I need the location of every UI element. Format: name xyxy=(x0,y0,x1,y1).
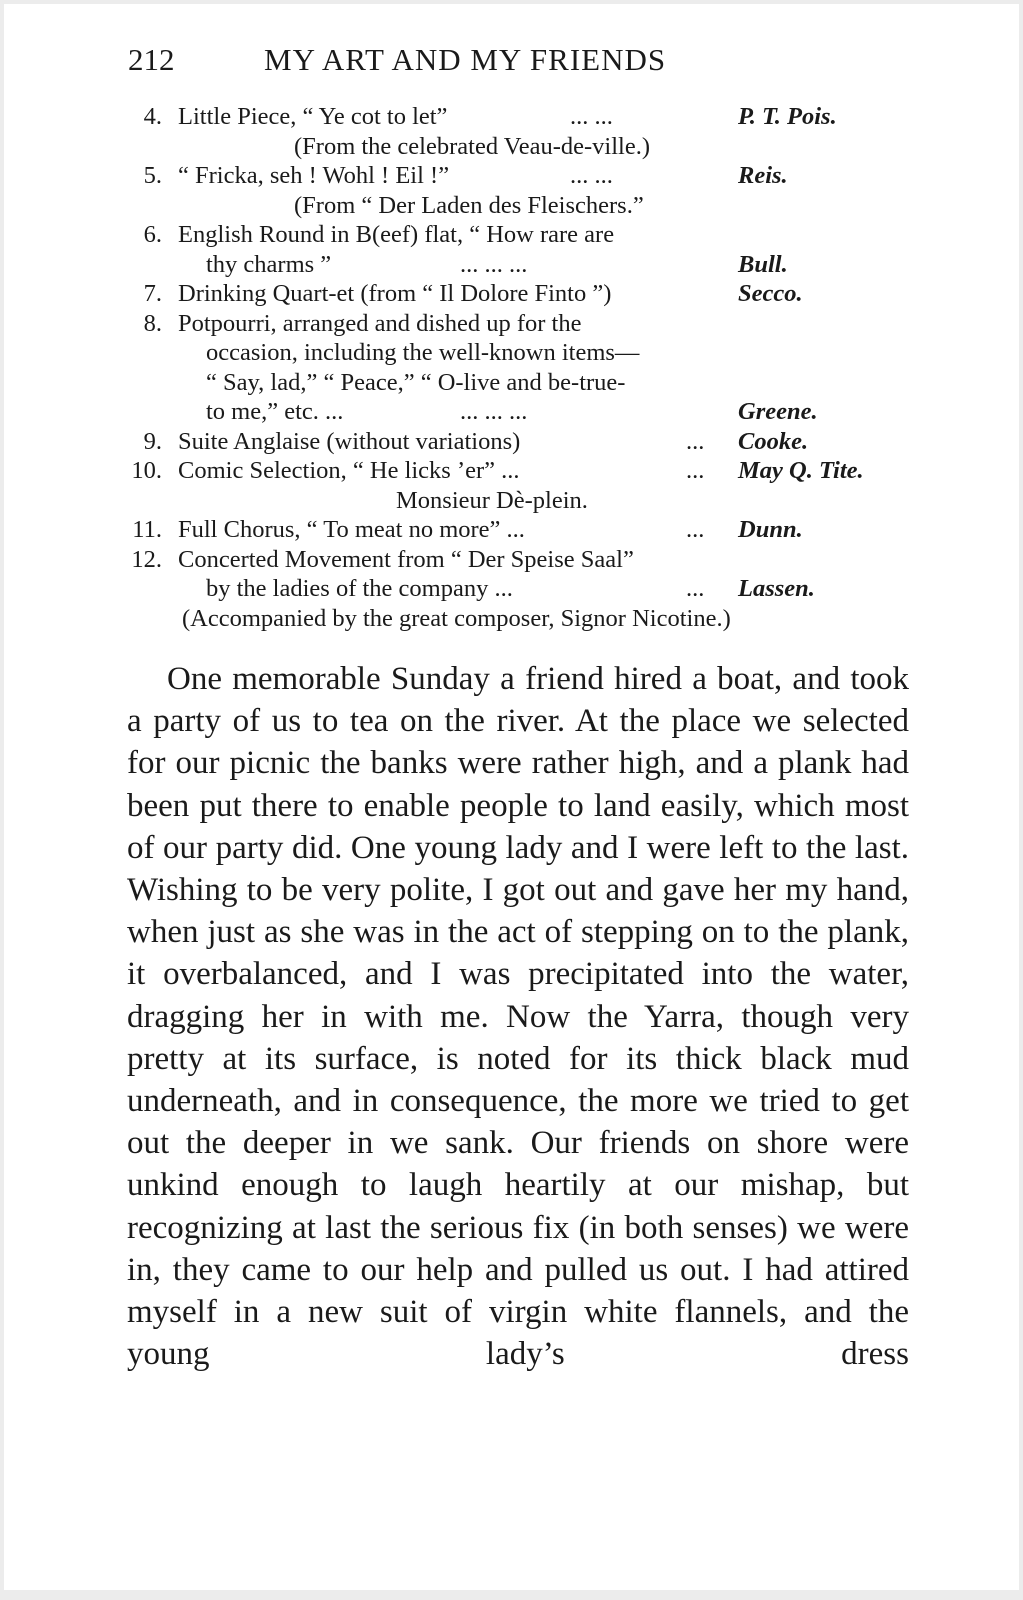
item-title-cont: “ Say, lad,” “ Peace,” “ O-live and be-true- xyxy=(206,368,626,396)
item-subtitle: (Accompanied by the great composer, Signor Nicotine.) xyxy=(182,604,731,632)
item-number: 9. xyxy=(143,427,162,455)
program-subline xyxy=(124,338,914,368)
leader-dots: ... ... ... xyxy=(460,398,528,425)
item-number: 12. xyxy=(131,545,162,573)
program-item xyxy=(124,161,914,191)
leader-dots: ... ... xyxy=(570,103,613,130)
program-item xyxy=(124,456,914,486)
item-title-cont: thy charms ” xyxy=(206,250,332,278)
leader-dots: ... xyxy=(686,427,705,455)
program-subline xyxy=(124,250,914,280)
item-number: 6. xyxy=(143,221,162,248)
leader-dots: ... xyxy=(686,575,705,602)
item-number: 4. xyxy=(143,103,162,130)
program-subline xyxy=(124,486,914,516)
program-subline xyxy=(124,368,914,398)
composer: Lassen. xyxy=(738,575,815,602)
item-title: Drinking Quart-et (from “ Il Dolore Finto ”) xyxy=(178,280,612,307)
item-title-cont: to me,” etc. ... xyxy=(206,398,344,425)
composer: Greene. xyxy=(738,398,818,425)
composer: P. T. Pois. xyxy=(738,103,837,130)
item-subtitle: (From the celebrated Veau-de-ville.) xyxy=(294,132,651,160)
item-title: Suite Anglaise (without variations) xyxy=(178,427,521,455)
program-subline xyxy=(124,604,914,634)
item-title: Full Chorus, “ To meat no more” ... xyxy=(178,516,525,543)
item-title: Concerted Movement from “ Der Speise Saal” xyxy=(178,545,634,573)
item-subtitle: Monsieur Dè-plein. xyxy=(396,486,588,514)
item-subtitle: (From “ Der Laden des Fleischers.” xyxy=(294,191,644,219)
item-title: Comic Selection, “ He licks ’er” ... xyxy=(178,457,520,484)
item-title-cont: occasion, including the well-known items— xyxy=(206,339,640,366)
leader-dots: ... xyxy=(686,516,705,543)
item-number: 8. xyxy=(143,309,162,337)
paragraph: One memorable Sunday a friend hired a boat, and took a party of us to tea on the river. At the place we selected for our picnic the banks were rather high, and a plank had been put there to enable people to land easily, which most of our party did. One young lady and I were left to the last. Wishing to be very polite, I got out and gave her my hand, when just as she was in the act of stepping on to the plank, it overbalanced, and I was precipitated into the water, dragging her in with me. Now the Yarra, though very pretty at its surface, is noted for its thick black mud underneath, and in consequence, the more we tried to get out the deeper in we sank. Our friends on shore were unkind enough to laugh heartily at our mishap, but recognizing at last the serious fix (in both senses) we were in, they came to our help and pulled us out. I had attired myself in a new suit of virgin white flannels, and the young lady’s dress xyxy=(127,661,909,1373)
program-item xyxy=(124,545,914,575)
program-item xyxy=(124,515,914,545)
composer: Cooke. xyxy=(738,427,809,455)
program-item xyxy=(124,309,914,339)
composer: May Q. Tite. xyxy=(738,457,864,484)
item-number: 5. xyxy=(143,162,162,189)
composer: Secco. xyxy=(738,280,803,307)
leader-dots: ... ... xyxy=(570,162,613,189)
item-title: Potpourri, arranged and dished up for the xyxy=(178,309,582,337)
page-number: 212 xyxy=(128,42,175,77)
composer: Bull. xyxy=(738,250,788,278)
page-header xyxy=(124,38,904,82)
running-title: MY ART AND MY FRIENDS xyxy=(264,42,667,77)
program-subline xyxy=(124,132,914,162)
leader-dots: ... ... ... xyxy=(460,250,528,278)
item-title: “ Fricka, seh ! Wohl ! Eil !” xyxy=(178,162,450,189)
composer: Reis. xyxy=(738,162,788,189)
program-item xyxy=(124,427,914,457)
composer: Dunn. xyxy=(738,516,803,543)
item-title: English Round in B(eef) flat, “ How rare are xyxy=(178,221,615,248)
body-text xyxy=(127,658,909,1375)
leader-dots: ... xyxy=(686,457,705,484)
program-item xyxy=(124,220,914,250)
program-item xyxy=(124,279,914,309)
program-subline xyxy=(124,574,914,604)
item-number: 7. xyxy=(143,280,162,307)
item-number: 10. xyxy=(131,457,162,484)
program-subline xyxy=(124,397,914,427)
item-title-cont: by the ladies of the company ... xyxy=(206,575,513,602)
book-page xyxy=(4,4,1019,1590)
program-item xyxy=(124,102,914,132)
program-subline xyxy=(124,191,914,221)
item-title: Little Piece, “ Ye cot to let” xyxy=(178,103,448,130)
concert-program xyxy=(124,102,914,633)
item-number: 11. xyxy=(132,516,162,543)
